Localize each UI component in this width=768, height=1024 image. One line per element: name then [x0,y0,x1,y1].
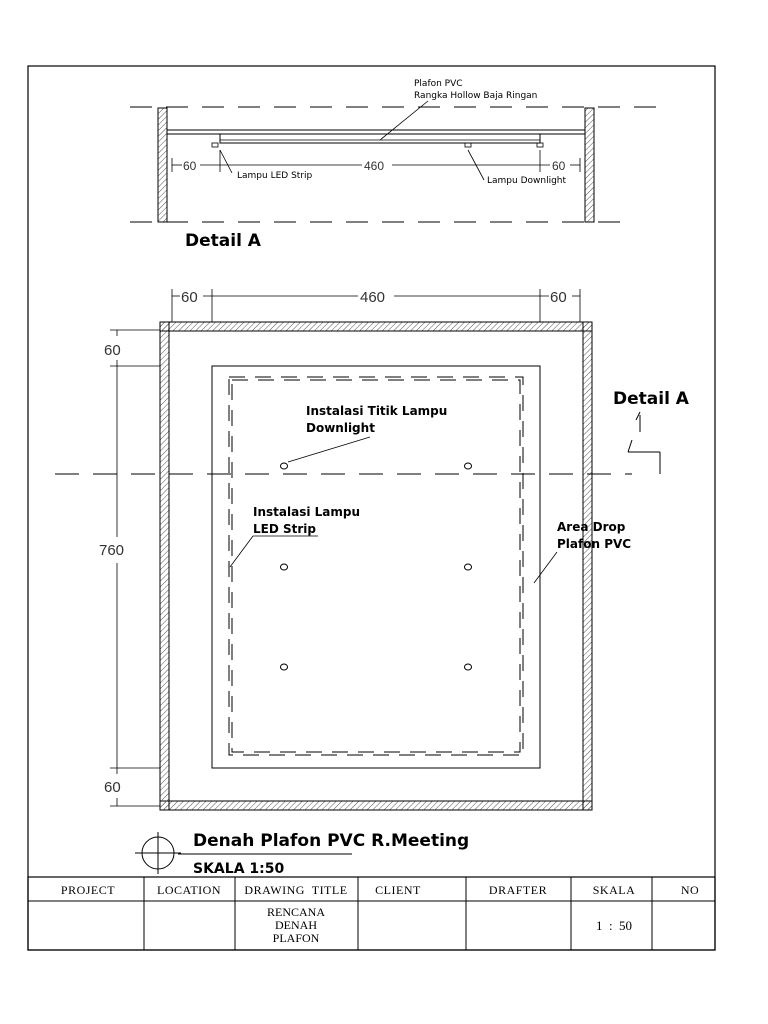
tb-header-drafter: DRAFTER [488,883,548,897]
downlight-point [281,664,288,670]
dim-section-left: 60 [183,159,197,173]
dim-plan-left-bottom: 60 [104,779,121,796]
tb-header-skala: SKALA [592,883,636,897]
downlight-point [465,564,472,570]
dim-plan-left-mid: 760 [99,542,125,559]
tb-scale-value: 1 : 50 [595,918,633,933]
tb-title-line1: RENCANA [266,905,326,919]
wall-bottom [160,801,592,810]
tb-title-line3: PLAFON [272,931,320,945]
drop-ceiling-section [220,134,540,143]
label-downlight-section: Lampu Downlight [487,176,567,186]
label-downlight-1: Instalasi Titik Lampu [306,404,448,418]
plan-title: Denah Plafon PVC R.Meeting [193,831,470,851]
wall-top [160,322,592,331]
tb-header-location: LOCATION [157,883,221,897]
dim-plan-top-right: 60 [550,289,567,306]
downlight-point [281,463,288,469]
downlight-point [465,463,472,469]
tb-header-project: PROJECT [60,883,116,897]
label-drop-ceiling-1: Area Drop [557,520,626,534]
tb-header-drawing-title: DRAWING TITLE [244,883,348,897]
dim-section-mid: 460 [364,159,385,173]
dim-plan-top-mid: 460 [360,289,386,306]
section-marker-label: Detail A [613,389,689,409]
label-led-strip-2: LED Strip [253,522,316,536]
tb-title-line2: DENAH [275,918,317,932]
left-wall-section [158,108,167,222]
wall-right [583,322,592,810]
detail-a-section [130,101,662,222]
detail-a-title: Detail A [185,231,261,251]
callout-plafon-pvc: Plafon PVC [414,79,463,89]
label-downlight-2: Downlight [306,421,375,435]
dim-plan-top-left: 60 [181,289,198,306]
downlight-point [281,564,288,570]
tb-header-client: CLIENT [375,883,421,897]
right-wall-section [585,108,594,222]
label-led-strip-1: Instalasi Lampu [253,505,361,519]
downlight-point [465,664,472,670]
dim-plan-left-top: 60 [104,342,121,359]
wall-left [160,322,169,810]
ceiling-line-section [167,130,585,134]
callout-rangka: Rangka Hollow Baja Ringan [414,91,538,101]
dim-section-right: 60 [552,159,566,173]
label-led-strip-section: Lampu LED Strip [237,171,313,181]
plan-scale: SKALA 1:50 [193,861,285,877]
tb-header-no: NO [680,883,700,897]
label-drop-ceiling-2: Plafon PVC [557,537,632,551]
